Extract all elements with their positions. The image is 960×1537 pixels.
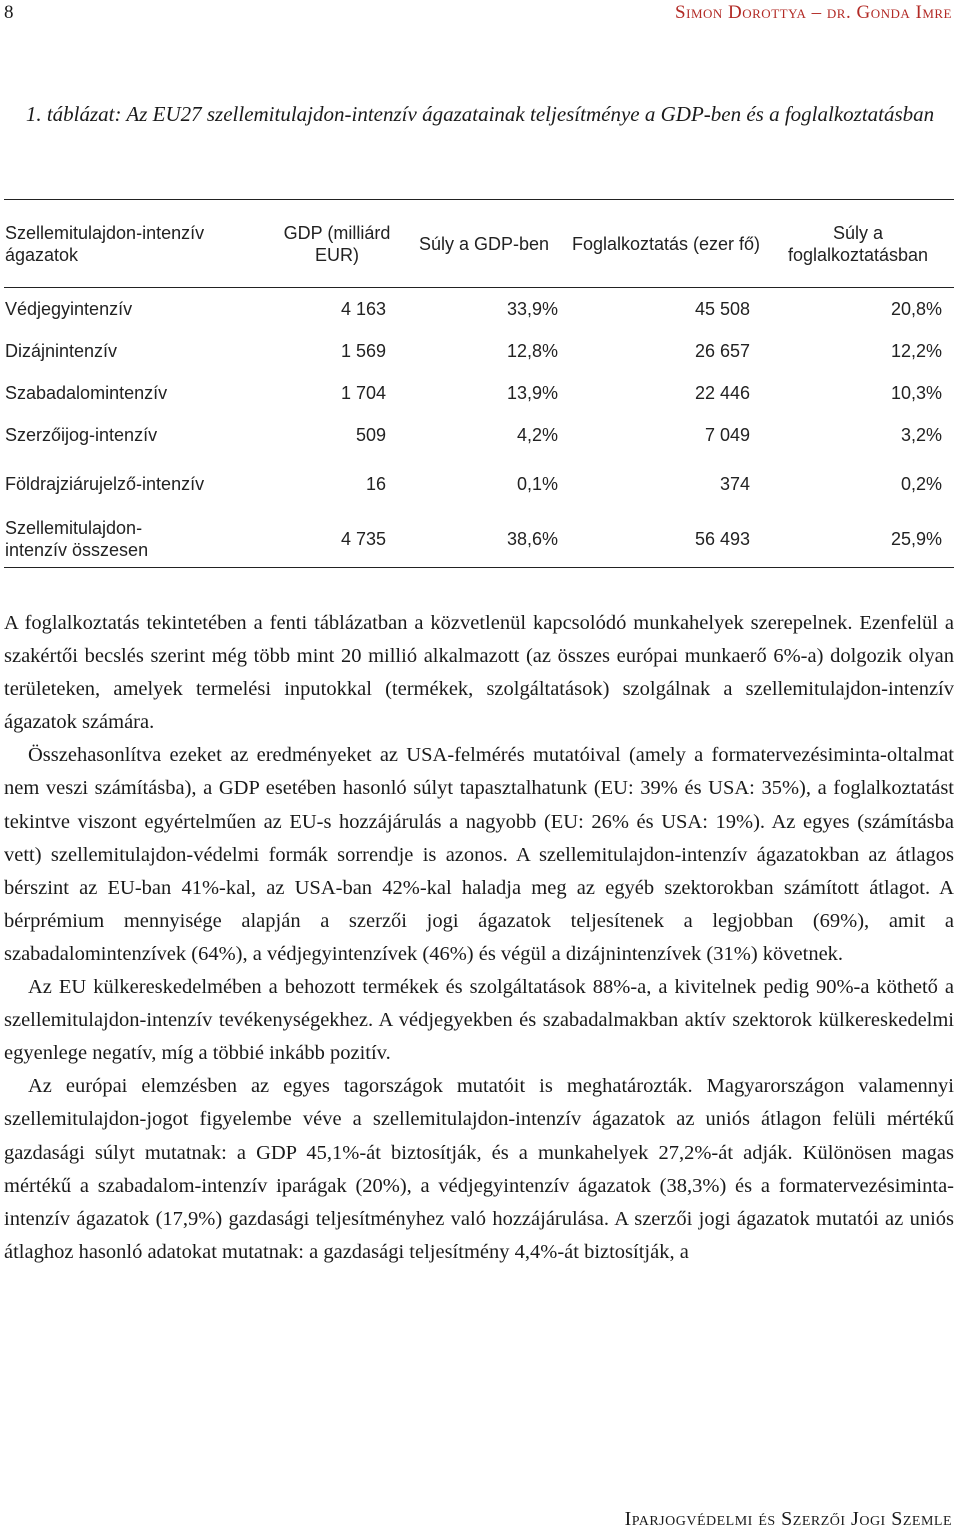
header-employment-share: Súly a foglalkoztatásban [787, 222, 929, 265]
table-row [4, 288, 954, 330]
table-header-row [4, 200, 954, 288]
cell-employment-share: 10,3% [890, 382, 942, 403]
paragraph: Összehasonlítva ezeket az eredményeket az USA-felmérés mutatóival (amely a formatervezésiminta-oltalmat nem veszi számításba), a GDP esetében hasonló súlyt tapasztalhatunk (EU: 39% és USA: 35%), a foglalkoztatást tekintve viszont egyértelműen az EU-s hozzájárulás a nagyobb (EU: 26% és USA: 19%). Az egyes (számításba vett) szellemitulajdon-védelmi formák sorrendje is azonos. A szellemitulajdon-intenzív ágazatokban az átlagos bérszint az EU-ban 41%-kal, az USA-ban 42%-kal haladja meg az egyéb szektorokban számított átlagot. A bérprémium mennyisége alapján a szerzői jogi ágazatok teljesítenek a legjobban (69%), amit a szabadalomintenzívek (64%), a védjegyintenzívek (46%) és végül a dizájnintenzívek (31%) követnek. [4, 744, 954, 965]
paragraph: Az európai elemzésben az egyes tagországok mutatóit is meghatározták. Magyarországon valamennyi szellemitulajdon-jogot figyelembe véve a szellemitulajdon-intenzív ágazatok az uniós átlagon felüli mértékű gazdasági súlyt mutatnak: a GDP 45,1%-át biztosítják, és a munkahelyek 27,2%-át adják. Különösen magas mértékű a szabadalom-intenzív iparágak (20%), a védjegyintenzív ágazatok (38,3%) és a formatervezésiminta-intenzív ágazatok (17,9%) gazdasági teljesítményhez való hozzájárulása. A szerzői jogi ágazatok mutatói az uniós átlaghoz hasonló adatokat mutatnak: a gazdasági teljesítmény 4,4%-át biztosítják, a [4, 1075, 954, 1263]
table-row [4, 414, 954, 456]
cell-sector: Szerzőijog-intenzív [5, 424, 158, 445]
paragraph: Az EU külkereskedelmében a behozott termékek és szolgáltatások 88%-a, a kivitelnek pedig 90%-a köthető a szellemitulajdon-intenzív tevékenységekhez. A védjegyekben és szabadalmakban aktív szektorok külkereskedelmi egyenlege negatív, míg a többié inkább pozitív. [4, 976, 954, 1065]
header-gdp: GDP (milliárd EUR) [283, 222, 391, 265]
header-gdp-share: Súly a GDP-ben [418, 233, 550, 254]
cell-gdp: 509 [355, 424, 386, 445]
cell-sector: Földrajziárujelző-intenzív [5, 473, 205, 494]
cell-gdp-share: 0,1% [516, 473, 558, 494]
body-text [4, 607, 954, 1269]
cell-employment-share: 20,8% [890, 298, 942, 319]
cell-employment-share: 25,9% [890, 529, 942, 550]
running-head-authors: Simon Dorottya – dr. Gonda Imre [675, 2, 952, 23]
cell-employment-share: 0,2% [900, 473, 942, 494]
cell-sector: Védjegyintenzív [5, 298, 133, 319]
page-number: 8 [4, 2, 14, 23]
cell-employment: 374 [719, 473, 750, 494]
ip-intensive-sectors-table [4, 199, 954, 568]
cell-gdp-share: 38,6% [506, 529, 558, 550]
table-caption: 1. táblázat: Az EU27 szellemitulajdon-intenzív ágazatainak teljesítménye a GDP-ben és a foglalkoztatásban [25, 102, 935, 126]
cell-sector: Szellemitulajdon-intenzív összesen [5, 518, 149, 561]
cell-gdp-share: 13,9% [506, 382, 558, 403]
cell-employment-share: 3,2% [900, 424, 942, 445]
cell-gdp-share: 33,9% [506, 298, 558, 319]
table-row-total [4, 512, 954, 568]
cell-employment: 26 657 [694, 340, 750, 361]
header-employment: Foglalkoztatás (ezer fő) [571, 233, 761, 254]
cell-sector: Dizájnintenzív [5, 340, 118, 361]
table-row [4, 372, 954, 414]
cell-employment-share: 12,2% [890, 340, 942, 361]
running-header [4, 0, 952, 30]
cell-gdp-share: 4,2% [516, 424, 558, 445]
cell-sector: Szabadalomintenzív [5, 382, 168, 403]
cell-employment: 56 493 [694, 529, 750, 550]
journal-footer: Iparjogvédelmi és Szerzői Jogi Szemle [624, 1508, 952, 1530]
cell-gdp-share: 12,8% [506, 340, 558, 361]
cell-gdp: 1 704 [340, 382, 386, 403]
cell-gdp: 4 735 [340, 529, 386, 550]
cell-gdp: 1 569 [340, 340, 386, 361]
cell-employment: 45 508 [694, 298, 750, 319]
table-row [4, 330, 954, 372]
cell-employment: 7 049 [704, 424, 750, 445]
data-table-container [4, 199, 954, 568]
table-row [4, 456, 954, 512]
cell-gdp: 16 [365, 473, 386, 494]
cell-gdp: 4 163 [340, 298, 386, 319]
paragraph: A foglalkoztatás tekintetében a fenti táblázatban a közvetlenül kapcsolódó munkahelyek szerepelnek. Ezenfelül a szakértői becslés szerint még több mint 20 millió alkalmazott (az összes európai munkaerő 6%-a) dolgozik olyan területeken, amelyek termelési inputokkal (termékek, szolgáltatások) szolgálnak a szellemitulajdon-intenzív ágazatok számára. [4, 612, 954, 734]
header-sector: Szellemitulajdon-intenzív ágazatok [5, 222, 205, 265]
cell-employment: 22 446 [694, 382, 750, 403]
